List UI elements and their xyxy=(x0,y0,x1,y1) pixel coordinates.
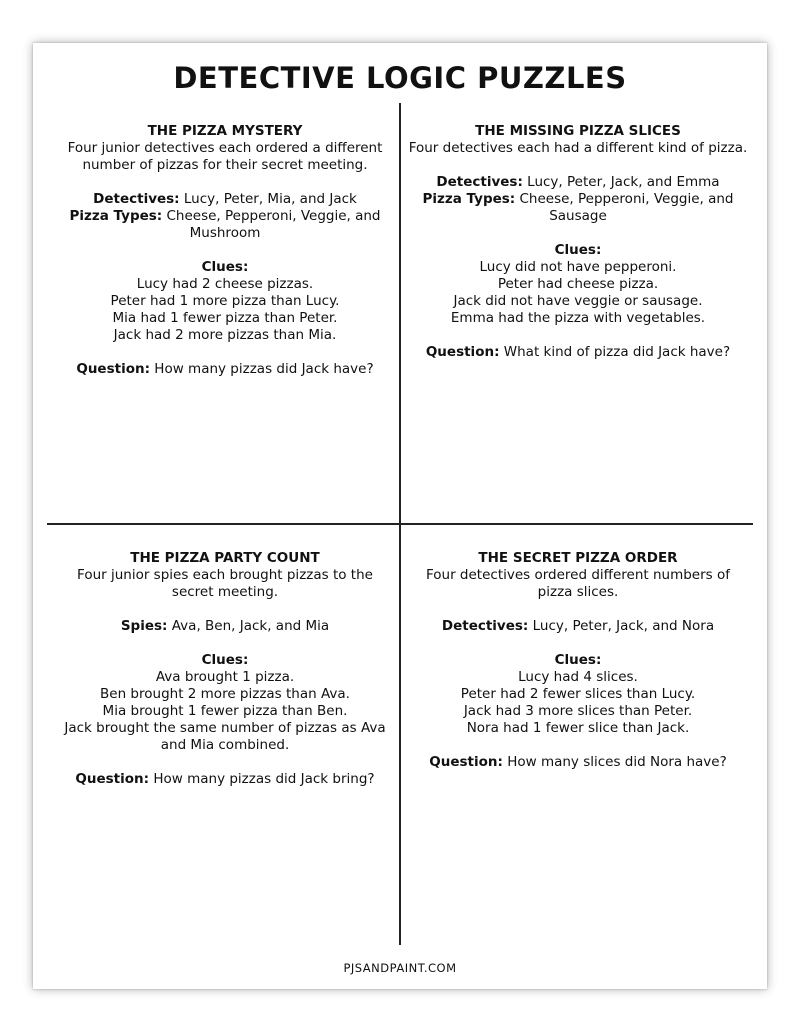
types-label: Pizza Types: xyxy=(69,208,163,224)
clue: Ben brought 2 more pizzas than Ava. xyxy=(100,686,350,702)
group-value: Lucy, Peter, Mia, and Jack xyxy=(183,191,357,207)
clue: Jack had 2 more pizzas than Mia. xyxy=(113,327,337,343)
question-line xyxy=(408,754,748,771)
question-label: Question: xyxy=(425,344,500,360)
puzzle-panel-pizza-mystery xyxy=(55,123,395,378)
question-line xyxy=(408,344,748,361)
group-label: Detectives: xyxy=(93,191,180,207)
clues-heading: Clues: xyxy=(554,652,602,668)
group-value: Lucy, Peter, Jack, and Emma xyxy=(527,174,720,190)
clue: Jack did not have veggie or sausage. xyxy=(453,293,703,309)
types-value: Cheese, Pepperoni, Veggie, and Mushroom xyxy=(166,208,381,241)
group-label: Detectives: xyxy=(441,618,529,634)
clue: Nora had 1 fewer slice than Jack. xyxy=(466,720,690,736)
types-line xyxy=(55,208,395,242)
clue: Lucy did not have pepperoni. xyxy=(479,259,677,275)
clue: Peter had cheese pizza. xyxy=(497,276,659,292)
types-value: Cheese, Pepperoni, Veggie, and Sausage xyxy=(519,191,734,224)
puzzle-panel-missing-slices xyxy=(408,123,748,361)
puzzle-intro: Four junior detectives each ordered a different number of pizzas for their secret meeting. xyxy=(67,140,383,173)
puzzle-title: THE MISSING PIZZA SLICES xyxy=(475,123,681,139)
group-label: Spies: xyxy=(120,618,168,634)
clue: Emma had the pizza with vegetables. xyxy=(450,310,706,326)
clue: Ava brought 1 pizza. xyxy=(155,669,295,685)
clue: Peter had 1 more pizza than Lucy. xyxy=(110,293,340,309)
puzzle-title: THE PIZZA MYSTERY xyxy=(147,123,303,139)
question-text: How many slices did Nora have? xyxy=(507,754,727,770)
puzzle-intro: Four detectives each had a different kind of pizza. xyxy=(408,140,748,156)
group-line xyxy=(408,618,748,635)
puzzle-panel-secret-order xyxy=(408,550,748,771)
site-footer: PJSANDPAINT.COM xyxy=(343,961,457,975)
puzzle-intro: Four junior spies each brought pizzas to the secret meeting. xyxy=(77,567,373,600)
question-label: Question: xyxy=(75,771,150,787)
group-line xyxy=(55,618,395,635)
question-label: Question: xyxy=(76,361,150,377)
worksheet-page xyxy=(33,43,767,989)
puzzle-title: THE PIZZA PARTY COUNT xyxy=(130,550,320,566)
clue: Mia had 1 fewer pizza than Peter. xyxy=(112,310,338,326)
puzzle-intro: Four detectives ordered different numbers of pizza slices. xyxy=(425,567,731,600)
clue: Lucy had 2 cheese pizzas. xyxy=(136,276,314,292)
clue: Peter had 2 fewer slices than Lucy. xyxy=(460,686,696,702)
group-line xyxy=(408,174,748,191)
question-line xyxy=(55,361,395,378)
clue: Lucy had 4 slices. xyxy=(518,669,638,685)
clues-heading: Clues: xyxy=(201,259,249,275)
puzzle-title: THE SECRET PIZZA ORDER xyxy=(478,550,678,566)
clues-heading: Clues: xyxy=(201,652,249,668)
question-text: What kind of pizza did Jack have? xyxy=(503,344,731,360)
clue: Jack had 3 more slices than Peter. xyxy=(463,703,693,719)
question-text: How many pizzas did Jack bring? xyxy=(153,771,375,787)
horizontal-divider xyxy=(47,523,753,525)
types-label: Pizza Types: xyxy=(422,191,516,207)
page-title: DETECTIVE LOGIC PUZZLES xyxy=(173,61,627,95)
group-label: Detectives: xyxy=(436,174,523,190)
clue: Jack brought the same number of pizzas as Ava and Mia combined. xyxy=(64,720,386,753)
clue: Mia brought 1 fewer pizza than Ben. xyxy=(102,703,348,719)
types-line xyxy=(408,191,748,225)
question-text: How many pizzas did Jack have? xyxy=(154,361,374,377)
group-line xyxy=(55,191,395,208)
group-value: Ava, Ben, Jack, and Mia xyxy=(171,618,330,634)
question-line xyxy=(55,771,395,788)
clues-heading: Clues: xyxy=(554,242,602,258)
puzzle-panel-party-count xyxy=(55,550,395,788)
question-label: Question: xyxy=(429,754,503,770)
group-value: Lucy, Peter, Jack, and Nora xyxy=(532,618,715,634)
